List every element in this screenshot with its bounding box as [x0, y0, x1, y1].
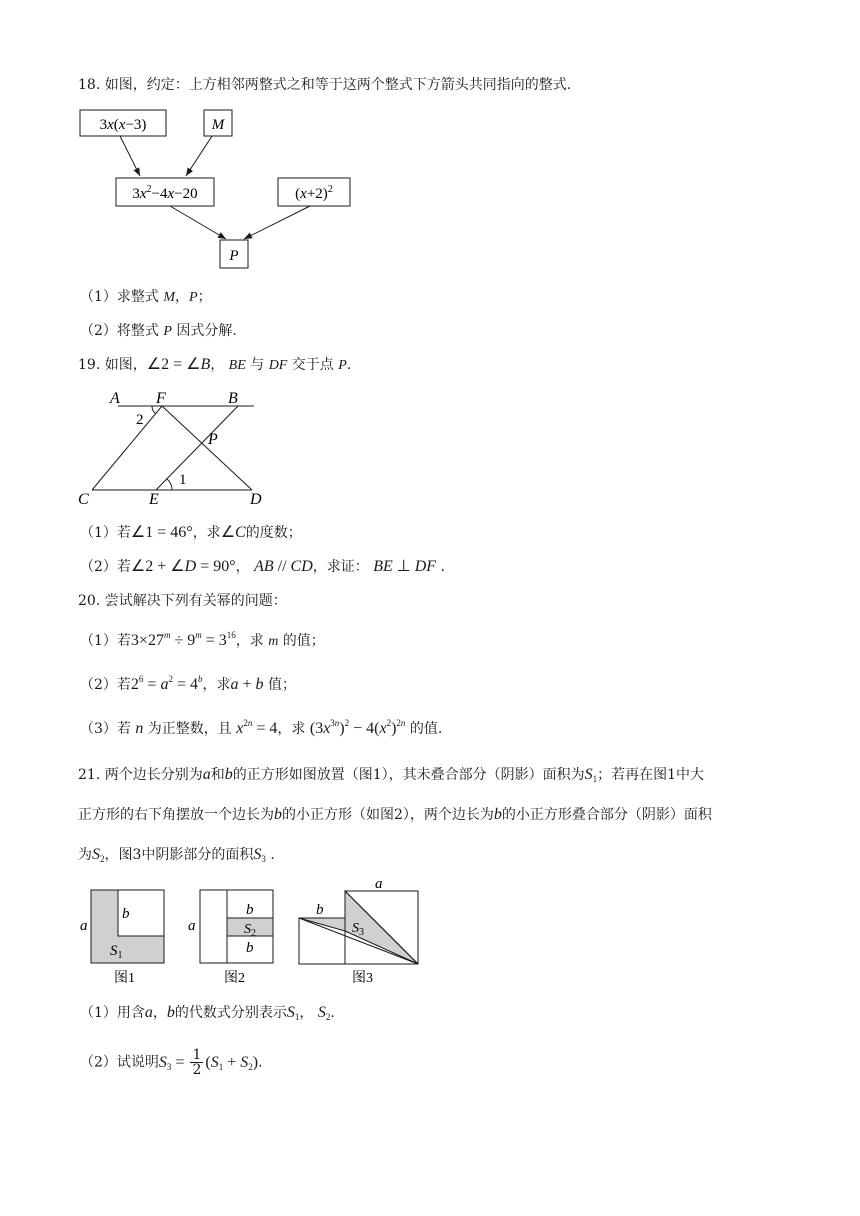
- fig3-label-b: b: [316, 902, 324, 918]
- q18-part1: （1）求整式 M，P；: [80, 289, 212, 305]
- q20-part2: （2）若$2^6 = a^2 = 4^b$，求a + b 值；: [80, 674, 296, 693]
- q19-label-a: A: [110, 390, 120, 407]
- q21-figure-1: [78, 886, 168, 986]
- q18-box-b-text: $3x^2-4x-20$: [132, 184, 198, 202]
- q21-line2: 正方形的右下角摆放一个边长为b的小正方形（如图2），两个边长为b的小正方形叠合部分（阴影）面积: [78, 806, 712, 823]
- q19-line-cf: [92, 406, 162, 490]
- q20-part3: （3）若 n 为正整数，且 $x^{2n} = 4$，求 $(3x^{3n})^2 - 4(x^2)^{2n}$ 的值.: [80, 718, 443, 737]
- q18-box-m-text: M: [211, 117, 225, 133]
- fig1-label-a: a: [80, 918, 88, 934]
- q19-label-angle1: 1: [179, 472, 187, 488]
- q18-part2: （2）将整式 P 因式分解.: [80, 323, 237, 339]
- fig2-label-s2: $S_2$: [244, 922, 256, 939]
- fig3-caption: 图3: [352, 971, 373, 986]
- q21-figure-2: [186, 886, 276, 986]
- fig2-label-b-top: b: [246, 902, 254, 918]
- q19-label-e: E: [149, 491, 159, 508]
- fig2-label-a: a: [188, 918, 196, 934]
- q19-line-eb: [156, 406, 238, 490]
- q18-arrow-m-b: [186, 136, 212, 176]
- fig1-caption: 图1: [114, 971, 135, 986]
- q18-box-c-text: $(x+2)^2$: [295, 184, 333, 202]
- q18-flow-diagram: [78, 106, 378, 276]
- q19-stem: 19. 如图，∠2 = ∠B， BE 与 DF 交于点 P.: [78, 356, 352, 373]
- fig2-label-b-bottom: b: [246, 940, 254, 956]
- q19-label-p: P: [208, 431, 218, 448]
- q19-label-f: F: [156, 390, 166, 407]
- q18-box-p-text: P: [229, 248, 239, 264]
- q18-arrow-c-p: [244, 206, 310, 239]
- q21-part2: （2）试说明$S_3$ = $\frac{1}{2}$ $(S_1 + S_2)$.: [80, 1047, 263, 1078]
- fig3-label-a: a: [375, 876, 383, 892]
- q20-part1: （1）若$3\times 27^m \div 9^m = 3^{16}$，求 m 的值；: [80, 630, 325, 649]
- q18-stem: 18. 如图，约定：上方相邻两整式之和等于这两个整式下方箭头共同指向的整式.: [78, 77, 572, 93]
- q19-label-b: B: [228, 390, 238, 407]
- fig1-label-b: b: [122, 906, 130, 922]
- q18-box-a-text: 3x(x−3): [99, 117, 147, 133]
- q19-part2: （2）若∠2 + ∠D = 90°， AB // CD，求证： BE ⊥ DF .: [80, 558, 445, 575]
- fig2-caption: 图2: [224, 971, 245, 986]
- q18-arrow-a-b: [120, 136, 140, 176]
- q21-line3: 为$S_2$，图3中阴影部分的面积$S_3$ .: [78, 846, 275, 864]
- q19-label-angle2: 2: [136, 412, 144, 428]
- q19-line-fd: [162, 406, 252, 490]
- q20-stem: 20. 尝试解决下列有关幂的问题：: [78, 593, 287, 609]
- q21-figure-3: [296, 872, 422, 986]
- q19-geometry-figure: [78, 384, 278, 510]
- q21-part1: （1）用含a，b的代数式分别表示$S_1$， $S_2$.: [80, 1004, 335, 1022]
- q18-arrow-b-p: [170, 206, 226, 239]
- fig1-label-s1: $S_1$: [110, 943, 123, 961]
- q19-part1: （1）若∠1 = 46°，求∠C的度数；: [80, 524, 302, 541]
- q21-line1: 21. 两个边长分别为a和b的正方形如图放置（图1），其未叠合部分（阴影）面积为$S_1$；若再在图1中大: [78, 766, 705, 784]
- q19-label-c: C: [78, 491, 89, 508]
- q19-label-d: D: [250, 491, 262, 508]
- fig3-label-s3: $S_3$: [352, 921, 364, 938]
